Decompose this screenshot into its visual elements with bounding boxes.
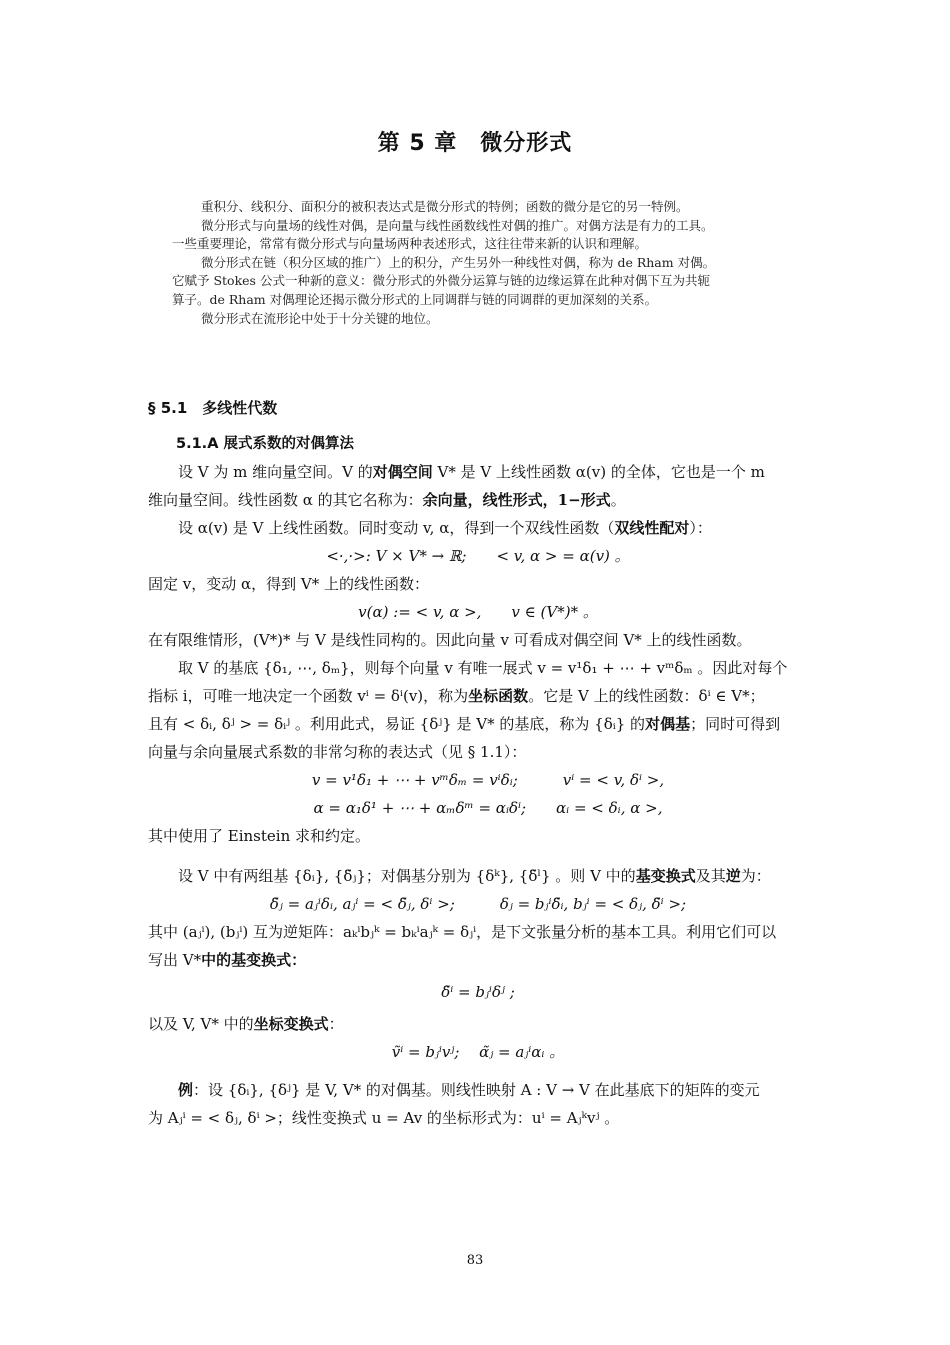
abstract-line: 一些重要理论，常常有微分形式与向量场两种表述形式，这往往带来新的认识和理解。 — [172, 236, 648, 252]
paragraph — [148, 1010, 808, 1038]
text: 设 α(v) 是 V 上线性函数。同时变动 v, α，得到一个双线性函数（ — [178, 519, 615, 537]
paragraph: 其中使用了 Einstein 求和约定。 — [148, 827, 371, 845]
paragraph — [148, 486, 808, 514]
text: ： — [328, 1015, 344, 1033]
subsection-heading: 5.1.A 展式系数的对偶算法 — [176, 436, 354, 452]
text: 设 V 中有两组基 {δᵢ}, {δ̃ⱼ}；对偶基分别为 {δᵏ}, {δ̃ˡ} 。则 V 中的 — [178, 867, 636, 885]
term: 逆 — [725, 867, 741, 885]
text: V* 是 V 上线性函数 α(v) 的全体，它也是一个 m — [432, 463, 765, 481]
equation: α = α₁δ¹ + ⋯ + αₘδᵐ = αᵢδⁱ; αᵢ = < δᵢ, α >, — [313, 799, 663, 817]
term: 对偶基 — [645, 715, 691, 733]
equation: ṽⁱ = bⱼⁱvʲ; α̃ⱼ = aⱼⁱαᵢ 。 — [391, 1043, 565, 1061]
equation: δ̃ⁱ = bⱼⁱδʲ ; — [441, 983, 515, 1001]
text: ；同时可得到 — [690, 715, 781, 733]
body-text — [148, 458, 808, 1132]
section-heading: § 5.1 多线性代数 — [148, 399, 278, 417]
paragraph — [148, 862, 808, 890]
equation: δ̃ⱼ = aⱼⁱδᵢ, aⱼⁱ = < δ̃ⱼ, δⁱ >; δⱼ = bⱼⁱδ̃ᵢ, bⱼⁱ = < δⱼ, δ̃ⁱ >; — [269, 895, 687, 913]
term: 中的基变换式： — [201, 951, 307, 969]
term: 余向量，线性形式，1−形式 — [422, 491, 611, 509]
equation: v(α) := < v, α >, v ∈ (V*)* 。 — [358, 603, 598, 621]
paragraph: 固定 v，变动 α，得到 V* 上的线性函数： — [148, 575, 430, 593]
paragraph: 其中 (aⱼⁱ), (bⱼⁱ) 互为逆矩阵：aₖⁱbⱼᵏ = bₖⁱaⱼᵏ = δⱼⁱ，是下文张量分析的基本工具。利用它们可以 — [148, 923, 777, 941]
paragraph — [148, 682, 808, 710]
text: 指标 i，可唯一地决定一个函数 vⁱ = δⁱ(v)，称为 — [148, 687, 469, 705]
text: 且有 < δᵢ, δʲ > = δᵢʲ 。利用此式，易证 {δʲ} 是 V* 的基底，称为 {δᵢ} 的 — [148, 715, 646, 733]
abstract-line: 微分形式在链（积分区域的推广）上的积分，产生另外一种线性对偶，称为 de Rham 对偶。 — [201, 254, 716, 270]
text: 以及 V, V* 中的 — [148, 1015, 254, 1033]
abstract-line: 重积分、线积分、面积分的被积表达式是微分形式的特例；函数的微分是它的另一特例。 — [201, 199, 689, 214]
text: 。它是 V 上的线性函数：δⁱ ∈ V*； — [528, 687, 765, 705]
paragraph — [148, 946, 808, 974]
paragraph: 在有限维情形，(V*)* 与 V 是线性同构的。因此向量 v 可看成对偶空间 V* 上的线性函数。 — [148, 631, 752, 649]
equation: v = v¹δ₁ + ⋯ + vᵐδₘ = vⁱδᵢ; vⁱ = < v, δⁱ >, — [311, 771, 665, 789]
text: ：设 {δᵢ}, {δʲ} 是 V, V* 的对偶基。则线性映射 A : V → V 在此基底下的矩阵的变元 — [193, 1081, 760, 1099]
term: 基变换式 — [635, 867, 696, 885]
text: ）： — [689, 519, 712, 537]
term: 对偶空间 — [372, 463, 433, 481]
term: 坐标变换式 — [253, 1015, 329, 1033]
abstract-line: 微分形式与向量场的线性对偶，是向量与线性函数线性对偶的推广。对偶方法是有力的工具。 — [201, 217, 714, 233]
text: 为： — [740, 867, 771, 885]
paragraph: 为 Aⱼⁱ = < δⱼ, δⁱ >；线性变换式 u = Av 的坐标形式为：uⁱ = Aⱼᵏvʲ 。 — [148, 1109, 620, 1127]
paragraph — [148, 710, 808, 738]
term: 例 — [178, 1081, 194, 1099]
text: 及其 — [695, 867, 726, 885]
chapter-title: 第 5 章 微分形式 — [377, 131, 573, 156]
chapter-abstract — [172, 198, 792, 328]
term: 坐标函数 — [468, 687, 529, 705]
paragraph — [148, 458, 808, 486]
paragraph: 取 V 的基底 {δ₁, ⋯, δₘ}，则每个向量 v 有唯一展式 v = v¹δ₁ + ⋯ + vᵐδₘ 。因此对每个 — [178, 659, 788, 677]
page-number: 83 — [466, 1253, 484, 1268]
abstract-line: 算子。de Rham 对偶理论还揭示微分形式的上同调群与链的同调群的更加深刻的关系。 — [172, 291, 658, 307]
term: 双线性配对 — [614, 519, 690, 537]
abstract-line: 微分形式在流形论中处于十分关键的地位。 — [201, 310, 439, 326]
abstract-line: 它赋予 Stokes 公式一种新的意义：微分形式的外微分运算与链的边缘运算在此种对偶下互为共轭 — [172, 273, 710, 289]
paragraph — [148, 1076, 808, 1104]
paragraph: 向量与余向量展式系数的非常匀称的表达式（见 § 1.1）： — [148, 743, 527, 761]
equation: <·,·>: V × V* → ℝ; < v, α > = α(v) 。 — [326, 547, 630, 565]
text: 。 — [610, 491, 626, 509]
text: 维向量空间。线性函数 α 的其它名称为： — [148, 491, 423, 509]
paragraph — [148, 514, 808, 542]
text: 设 V 为 m 维向量空间。V 的 — [178, 463, 373, 481]
text: 写出 V* — [148, 951, 202, 969]
